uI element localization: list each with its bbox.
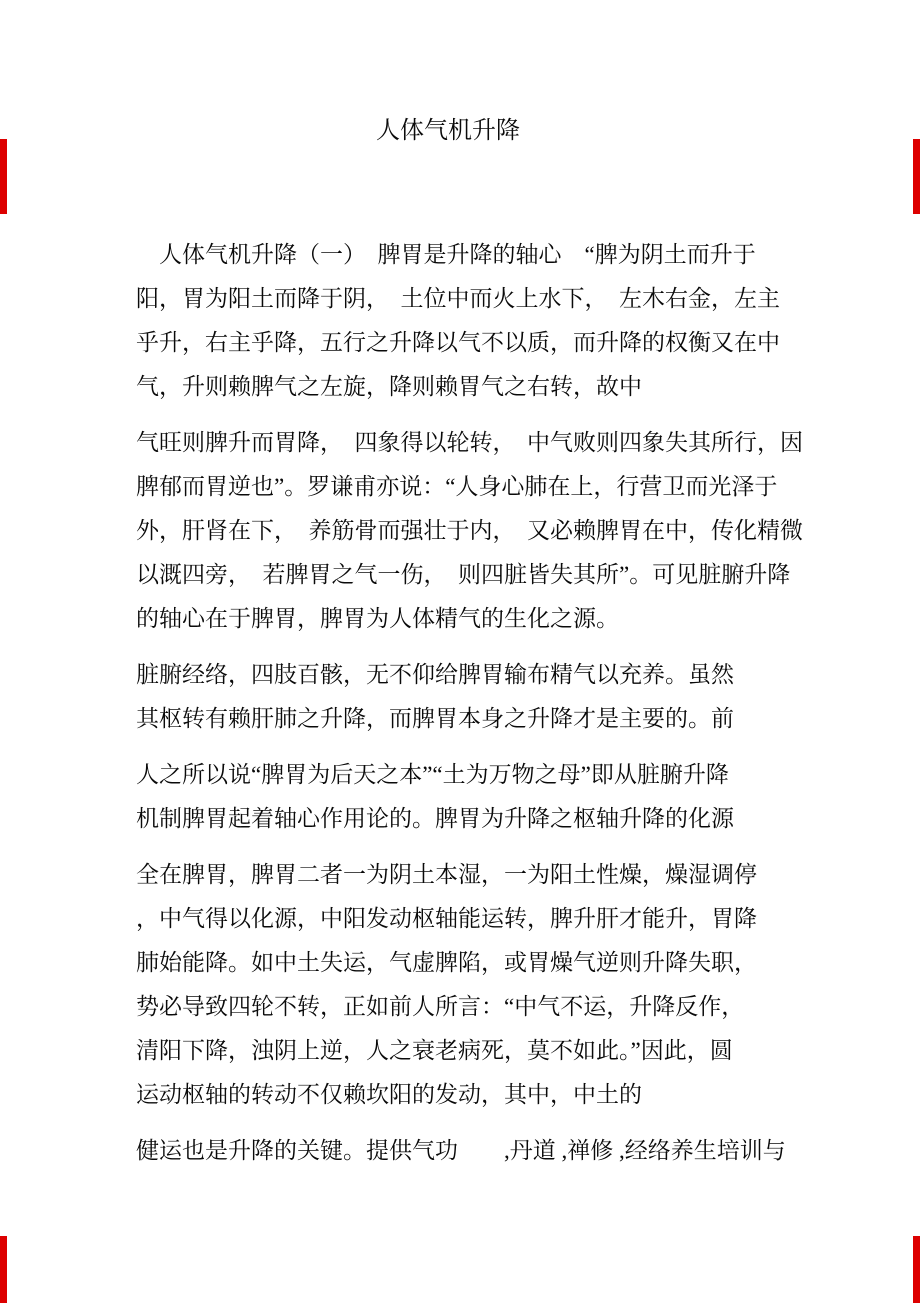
text-line: 气，升则赖脾气之左旋，降则赖胃气之右转，故中 [136,374,642,399]
paragraph-6 [136,1129,826,1173]
text-line: 势必导致四轮不转，正如前人所言：“中气不运，升降反作， [136,994,745,1019]
page-title: 人体气机升降 [376,118,520,144]
text-line: 运动枢轴的转动不仅赖坎阳的发动，其中，中土的 [136,1082,642,1107]
text-line: 气旺则脾升而胃降， 四象得以轮转， 中气败则四象失其所行，因 [136,430,803,455]
paragraph-4 [136,753,826,841]
page-edge-marker-top-left [0,139,7,214]
text-line: 阳，胃为阳土而降于阴， 土位中而火上水下， 左木右金，左主 [136,286,780,311]
paragraph-3 [136,653,826,741]
page-edge-marker-bottom-right [913,1236,920,1303]
page-edge-marker-top-right [913,139,920,214]
text-line: ，中气得以化源，中阳发动枢轴能运转，脾升肝才能升，胃降 [136,906,757,931]
text-line: 全在脾胃，脾胃二者一为阴土本湿，一为阳土性燥，燥湿调停 [136,862,757,887]
text-line: 外，肝肾在下， 养筋骨而强壮于内， 又必赖脾胃在中，传化精微 [136,518,803,543]
page-edge-marker-bottom-left [0,1236,7,1303]
text-line: 肺始能降。如中土失运，气虚脾陷，或胃燥气逆则升降失职， [136,950,757,975]
paragraph-1 [136,233,826,409]
text-line: 的轴心在于脾胃，脾胃为人体精气的生化之源。 [136,606,619,631]
document-content [136,109,826,1185]
text-line: 其枢转有赖肝肺之升降，而脾胃本身之升降才是主要的。前 [136,706,734,731]
text-line: 脏腑经络，四肢百骸，无不仰给脾胃输布精气以充养。虽然 [136,662,734,687]
text-line: 人之所以说“脾胃为后天之本”“土为万物之母”即从脏腑升降 [136,762,729,787]
paragraph-5 [136,853,826,1117]
text-line: 脾郁而胃逆也”。罗谦甫亦说：“人身心肺在上，行营卫而光泽于 [136,474,778,499]
text-line: 以溉四旁， 若脾胃之气一伤， 则四脏皆失其所”。可见脏腑升降 [136,562,791,587]
text-line: 机制脾胃起着轴心作用论的。脾胃为升降之枢轴升降的化源 [136,806,734,831]
text-line: 人体气机升降（一） 脾胃是升降的轴心 “脾为阴土而升于 [136,242,756,267]
text-line: 健运也是升降的关键。提供气功 ,丹道 ,禅修 ,经络养生培训与 [136,1138,786,1163]
text-line: 乎升，右主乎降，五行之升降以气不以质，而升降的权衡又在中 [136,330,780,355]
text-line: 清阳下降，浊阴上逆，人之衰老病死，莫不如此。”因此，圆 [136,1038,733,1063]
paragraph-2 [136,421,826,641]
